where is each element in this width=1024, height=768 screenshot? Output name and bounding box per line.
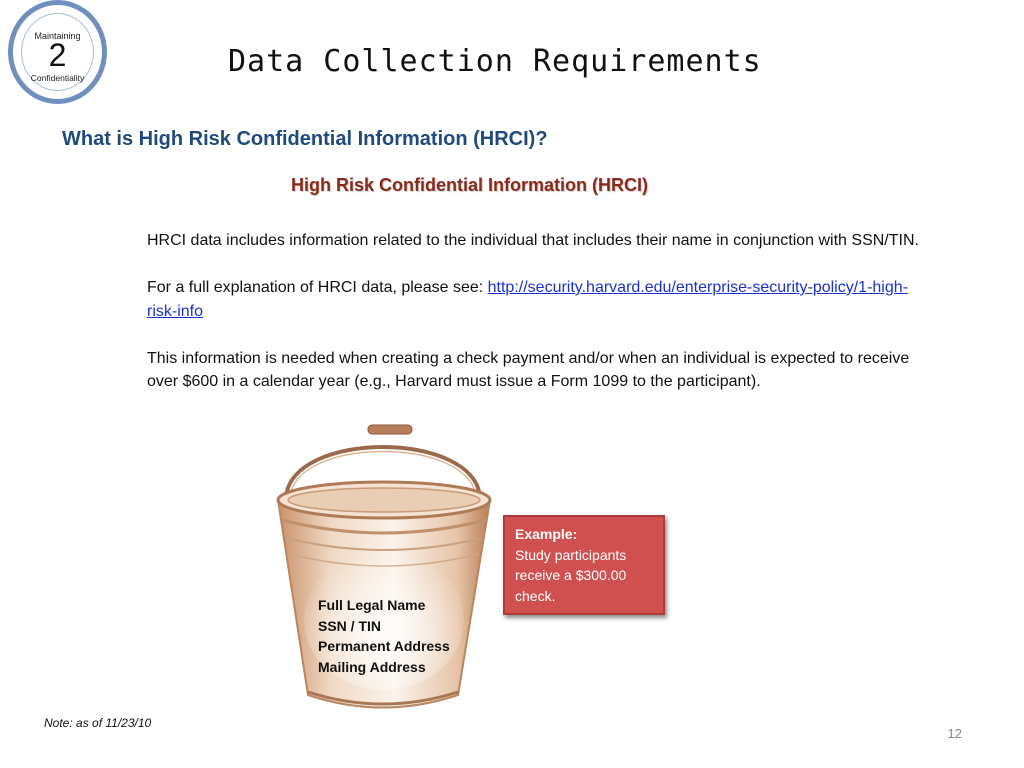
bucket-item: SSN / TIN bbox=[318, 617, 382, 634]
badge-bottom-label: Confidentiality bbox=[30, 73, 85, 83]
example-callout bbox=[503, 515, 665, 615]
badge-top-label: Maintaining bbox=[34, 31, 81, 41]
page-number: 12 bbox=[947, 726, 962, 741]
paragraph-definition: HRCI data includes information related to the individual that includes their name in conjunction with SSN/TIN. bbox=[147, 232, 919, 249]
example-title: Example: bbox=[515, 526, 578, 542]
date-note: Note: as of 11/23/10 bbox=[44, 716, 152, 730]
bucket-item: Full Legal Name bbox=[318, 597, 426, 613]
explanation-prefix: For a full explanation of HRCI data, please see: bbox=[147, 279, 488, 296]
bucket-item: Mailing Address bbox=[318, 658, 426, 675]
bucket-item-list bbox=[318, 595, 450, 677]
badge-number: 2 bbox=[48, 37, 67, 73]
section-badge bbox=[8, 0, 107, 104]
slide-title: Data Collection Requirements bbox=[228, 44, 762, 79]
hrci-subheading: High Risk Confidential Information (HRCI) bbox=[291, 175, 648, 195]
paragraph-usage: This information is needed when creating a check payment and/or when an individual is expected to receive over $600 in a calendar year (e.g., Harvard must issue a Form 1099 to the participant). bbox=[147, 349, 910, 390]
question-heading: What is High Risk Confidential Information (HRCI)? bbox=[62, 128, 548, 150]
body-text bbox=[147, 229, 927, 417]
example-text: Study participants receive a $300.00 check. bbox=[515, 546, 627, 604]
hrci-policy-link[interactable]: http://security.harvard.edu/enterprise-security-policy/1-high-risk-info bbox=[147, 279, 908, 320]
paragraph-explanation bbox=[147, 276, 927, 323]
bucket-item: Permanent Address bbox=[318, 638, 450, 654]
